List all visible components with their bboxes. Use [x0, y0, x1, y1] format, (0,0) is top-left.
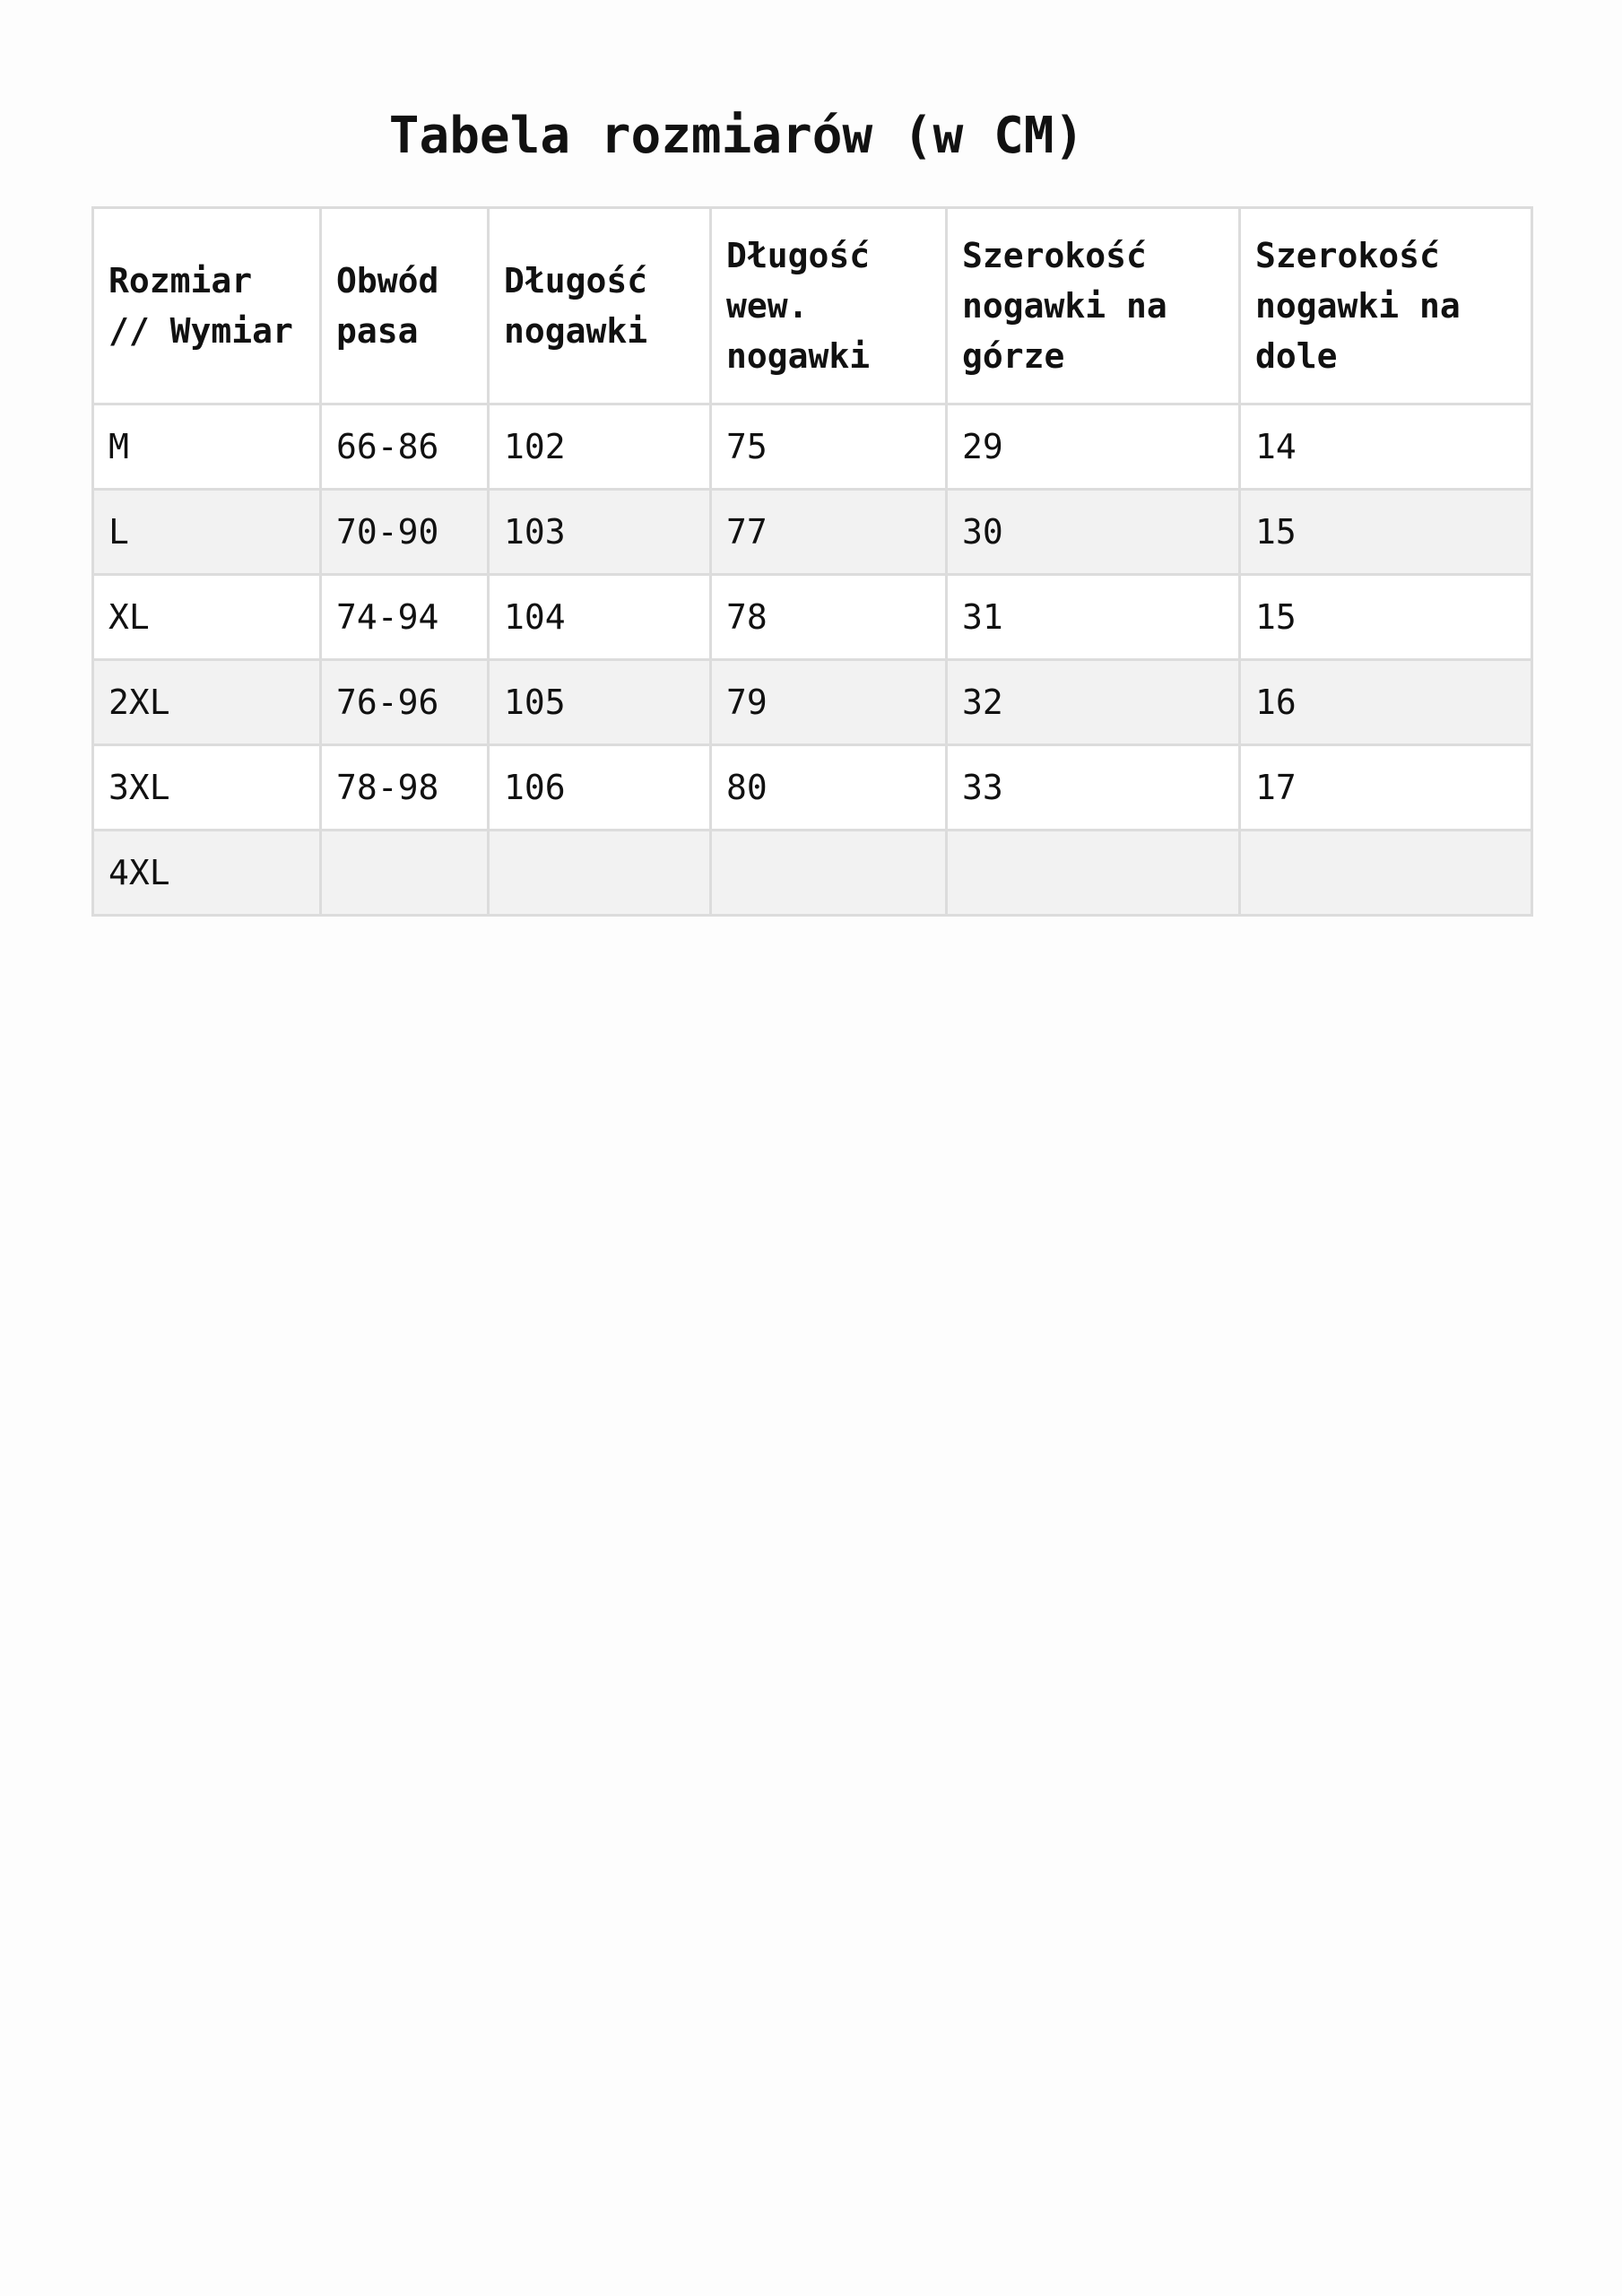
page-title: Tabela rozmiarów (w CM): [388, 107, 1085, 165]
table-cell: 2XL: [93, 660, 321, 745]
table-cell: 29: [947, 404, 1240, 490]
table-cell: [947, 831, 1240, 916]
table-cell: 16: [1240, 660, 1532, 745]
table-cell: 80: [711, 745, 947, 831]
table-row: [93, 490, 1532, 575]
size-table: [91, 206, 1533, 917]
table-cell: 3XL: [93, 745, 321, 831]
table-row: [93, 404, 1532, 490]
table-row: [93, 745, 1532, 831]
table-cell: 32: [947, 660, 1240, 745]
table-cell: 14: [1240, 404, 1532, 490]
table-cell: 66-86: [321, 404, 489, 490]
header-size: Rozmiar // Wymiar: [93, 208, 321, 404]
table-cell: [1240, 831, 1532, 916]
table-cell: L: [93, 490, 321, 575]
table-cell: [321, 831, 489, 916]
table-cell: M: [93, 404, 321, 490]
table-cell: 70-90: [321, 490, 489, 575]
header-waist: Obwód pasa: [321, 208, 489, 404]
header-leg-width-bottom: Szerokość nogawki na dole: [1240, 208, 1532, 404]
table-row: [93, 831, 1532, 916]
table-cell: 78: [711, 575, 947, 660]
table-row: [93, 660, 1532, 745]
table-cell: 102: [489, 404, 711, 490]
table-cell: 75: [711, 404, 947, 490]
table-cell: [711, 831, 947, 916]
table-cell: 78-98: [321, 745, 489, 831]
table-cell: 104: [489, 575, 711, 660]
table-cell: XL: [93, 575, 321, 660]
table-cell: 77: [711, 490, 947, 575]
table-cell: 31: [947, 575, 1240, 660]
table-header-row: [93, 208, 1532, 404]
table-cell: 30: [947, 490, 1240, 575]
table-cell: [489, 831, 711, 916]
table-cell: 79: [711, 660, 947, 745]
table-cell: 103: [489, 490, 711, 575]
table-cell: 15: [1240, 490, 1532, 575]
header-leg-length: Długość nogawki: [489, 208, 711, 404]
table-row: [93, 575, 1532, 660]
table-cell: 4XL: [93, 831, 321, 916]
table-cell: 105: [489, 660, 711, 745]
header-leg-width-top: Szerokość nogawki na górze: [947, 208, 1240, 404]
table-cell: 76-96: [321, 660, 489, 745]
table-cell: 106: [489, 745, 711, 831]
table-cell: 17: [1240, 745, 1532, 831]
table-cell: 33: [947, 745, 1240, 831]
table-cell: 74-94: [321, 575, 489, 660]
header-inseam: Długość wew. nogawki: [711, 208, 947, 404]
table-cell: 15: [1240, 575, 1532, 660]
